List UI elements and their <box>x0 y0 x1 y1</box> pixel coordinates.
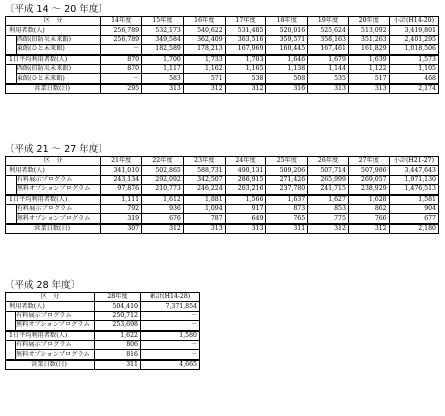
table-cell: 295 <box>101 84 142 94</box>
sub-row <box>6 175 439 184</box>
sub-row <box>6 204 439 213</box>
table-cell: 363,516 <box>225 35 266 44</box>
table-cell: 241,715 <box>308 185 349 195</box>
row-label: 東館(ひと未来館) <box>16 45 101 55</box>
column-header: 20年度 <box>348 17 389 26</box>
table-cell: 588,731 <box>183 166 225 175</box>
table-cell: 256,789 <box>101 35 142 44</box>
table-cell: 3,447,643 <box>389 166 438 175</box>
table-cell: 936 <box>142 204 184 213</box>
table-cell: 1,700 <box>142 55 184 65</box>
table-cell: 256,789 <box>101 26 142 35</box>
table-cell: 311 <box>266 224 308 234</box>
sub-row <box>6 185 439 195</box>
table-cell: 1,622 <box>95 331 141 341</box>
table-cell: 203,216 <box>225 185 266 195</box>
table-cell: 787 <box>183 214 225 224</box>
column-header: 14年度 <box>101 17 142 26</box>
sub-row <box>6 74 439 84</box>
table-cell: 513,092 <box>348 26 389 35</box>
table-cell: 1,144 <box>308 64 349 73</box>
table-cell: 502,865 <box>142 166 184 175</box>
table-cell: 313 <box>308 84 349 94</box>
table-cell: 253,698 <box>95 321 141 331</box>
table-cell: 490,131 <box>225 166 266 175</box>
table-cell: 531,485 <box>225 26 266 35</box>
table-cell: 2,174 <box>389 84 438 94</box>
indent-cell <box>6 74 17 84</box>
table-cell: 792 <box>101 204 142 213</box>
table-cell: 238,929 <box>348 185 389 195</box>
column-header: 27年度 <box>348 157 389 166</box>
table-cell: 250,712 <box>95 311 141 320</box>
table-cell: 1,573 <box>389 55 438 65</box>
table-cell: 313 <box>142 84 184 94</box>
table-cell: 312 <box>142 224 184 234</box>
table-cell: 816 <box>95 350 141 360</box>
section-title: 〔平成 14 ～ 20 年度〕 <box>5 4 108 15</box>
table-cell: 538 <box>225 74 266 84</box>
table-cell: 1,679 <box>308 55 349 65</box>
indent-cell <box>6 45 17 55</box>
table-cell: 1,639 <box>348 55 389 65</box>
table-cell: 2,180 <box>389 224 438 234</box>
column-header: 16年度 <box>183 17 225 26</box>
indent-cell <box>6 321 16 331</box>
section-title: 〔平成 21 ～ 27 年度〕 <box>5 144 108 155</box>
table-cell: 312 <box>225 84 266 94</box>
table-cell: 1,637 <box>266 195 308 205</box>
table-cell: 806 <box>95 340 141 349</box>
table-cell: 765 <box>266 214 308 224</box>
indent-cell <box>6 350 16 360</box>
row-label: 無料オプションプログラム <box>16 214 101 224</box>
table-cell: 508 <box>266 74 308 84</box>
column-header: 23年度 <box>183 157 225 166</box>
sub-row <box>6 214 439 224</box>
row-label: 有料展示プログラム <box>16 311 95 320</box>
main-row <box>6 55 439 65</box>
table-cell: 535 <box>308 74 349 84</box>
row-label: 1日平均利用者数(人) <box>6 195 101 205</box>
table-cell: 1,117 <box>142 64 184 73</box>
main-row <box>6 166 439 175</box>
table-cell: 7,371,854 <box>141 302 200 311</box>
table-cell: 312 <box>183 84 225 94</box>
table-cell: 1,111 <box>101 195 142 205</box>
row-label: 有料展示プログラム <box>16 204 101 213</box>
table-cell: 583 <box>142 74 184 84</box>
main-row <box>6 84 439 94</box>
table-cell: 1,566 <box>225 195 266 205</box>
table-cell: 540,622 <box>183 26 225 35</box>
table-cell: 292,092 <box>142 175 184 184</box>
column-header: 28年度 <box>95 293 141 302</box>
table-cell: 904 <box>389 204 438 213</box>
table-cell: 1,138 <box>266 64 308 73</box>
table-cell: 1,165 <box>225 64 266 73</box>
column-header: 15年度 <box>142 17 184 26</box>
table-cell: 362,409 <box>183 35 225 44</box>
table-cell: 1,476,513 <box>389 185 438 195</box>
table-cell: － <box>141 321 200 331</box>
table-cell: 1,646 <box>266 55 308 65</box>
indent-cell <box>6 185 17 195</box>
table-cell: 1,580 <box>141 331 200 341</box>
column-header-category: 区 分 <box>6 157 101 166</box>
table-cell: 862 <box>348 204 389 213</box>
table-cell: 316 <box>266 84 308 94</box>
column-header: 17年度 <box>225 17 266 26</box>
table-cell: 504,410 <box>95 302 141 311</box>
row-label: 1日平均利用者数(人) <box>6 331 95 341</box>
table-cell: 160,445 <box>266 45 308 55</box>
main-row <box>6 360 200 370</box>
table-cell: 313 <box>183 224 225 234</box>
table-cell: 4,665 <box>141 360 200 370</box>
sub-row <box>6 340 200 349</box>
table-cell: 1,581 <box>389 195 438 205</box>
table-cell: 507,714 <box>308 166 349 175</box>
section-title: 〔平成 28 年度〕 <box>5 280 81 291</box>
row-label: 無料オプションプログラム <box>16 350 95 360</box>
sub-row <box>6 45 439 55</box>
table-cell: 870 <box>101 55 142 65</box>
table-cell: 312 <box>308 224 349 234</box>
table-cell: 468 <box>389 74 438 84</box>
table-cell: 649 <box>225 214 266 224</box>
stats-table-h21-27 <box>5 156 439 234</box>
table-cell: 1,628 <box>348 195 389 205</box>
table-cell: 2,401,295 <box>389 35 438 44</box>
table-cell: 1,627 <box>308 195 349 205</box>
row-label: 営業日数(日) <box>6 360 95 370</box>
stats-table-h28 <box>5 292 200 370</box>
table-cell: 1,703 <box>225 55 266 65</box>
section-h28 <box>5 279 200 370</box>
table-cell: 766 <box>348 214 389 224</box>
header-row <box>6 157 439 166</box>
column-header: 21年度 <box>101 157 142 166</box>
row-label: 営業日数(日) <box>6 84 101 94</box>
indent-cell <box>6 214 17 224</box>
table-cell: 265,999 <box>308 175 349 184</box>
row-label: 有料展示プログラム <box>16 175 101 184</box>
main-row <box>6 195 439 205</box>
table-cell: 1,094 <box>183 204 225 213</box>
table-cell: 1,162 <box>183 64 225 73</box>
table-cell: 571 <box>183 74 225 84</box>
table-cell: 870 <box>101 64 142 73</box>
table-cell: 167,461 <box>308 45 349 55</box>
indent-cell <box>6 64 17 73</box>
table-cell: 313 <box>348 84 389 94</box>
table-cell: 313 <box>225 224 266 234</box>
table-cell: 775 <box>308 214 349 224</box>
column-header: 22年度 <box>142 157 184 166</box>
indent-cell <box>6 340 16 349</box>
row-label: 営業日数(日) <box>6 224 101 234</box>
stats-table-h14-20 <box>5 16 439 94</box>
table-cell: 351,263 <box>348 35 389 44</box>
table-cell: 341,010 <box>101 166 142 175</box>
column-header-category: 区 分 <box>6 17 101 26</box>
main-row <box>6 302 200 311</box>
column-header: 小計(H14-20) <box>389 17 438 26</box>
header-row <box>6 293 200 302</box>
table-cell: － <box>101 45 142 55</box>
sub-row <box>6 64 439 73</box>
column-header: 18年度 <box>266 17 308 26</box>
row-label: 利用者数(人) <box>6 302 95 311</box>
sub-row <box>6 35 439 44</box>
table-cell: － <box>141 340 200 349</box>
table-cell: 917 <box>225 204 266 213</box>
table-cell: 3,419,801 <box>389 26 438 35</box>
table-cell: 161,829 <box>348 45 389 55</box>
row-label: 利用者数(人) <box>6 26 101 35</box>
table-cell: 210,773 <box>142 185 184 195</box>
table-cell: 286,915 <box>225 175 266 184</box>
table-cell: 1,733 <box>183 55 225 65</box>
table-cell: 873 <box>266 204 308 213</box>
row-label: 利用者数(人) <box>6 166 101 175</box>
table-cell: 237,780 <box>266 185 308 195</box>
table-cell: 509,206 <box>266 166 308 175</box>
row-label: 1日平均利用者数(人) <box>6 55 101 65</box>
table-cell: 307 <box>101 224 142 234</box>
sub-row <box>6 311 200 320</box>
table-cell: 507,986 <box>348 166 389 175</box>
table-cell: 853 <box>308 204 349 213</box>
column-header: 累計(H14-28) <box>141 293 200 302</box>
column-header: 小計(H21-27) <box>389 157 438 166</box>
table-cell: 358,163 <box>308 35 349 44</box>
table-cell: 246,224 <box>183 185 225 195</box>
table-cell: 676 <box>142 214 184 224</box>
table-cell: 532,173 <box>142 26 184 35</box>
header-row <box>6 17 439 26</box>
table-cell: 1,612 <box>142 195 184 205</box>
main-row <box>6 331 200 341</box>
table-cell: 319 <box>101 214 142 224</box>
indent-cell <box>6 175 17 184</box>
row-label: 有料展示プログラム <box>16 340 95 349</box>
column-header: 25年度 <box>266 157 308 166</box>
row-label: 西館(旧防災未来館) <box>16 64 101 73</box>
table-cell: － <box>101 74 142 84</box>
table-cell: 97,876 <box>101 185 142 195</box>
table-cell: 312 <box>348 224 389 234</box>
column-header: 19年度 <box>308 17 349 26</box>
table-cell: 1,881 <box>183 195 225 205</box>
row-label: 西館(旧防災未来館) <box>16 35 101 44</box>
table-cell: 1,971,130 <box>389 175 438 184</box>
table-cell: 1,122 <box>348 64 389 73</box>
table-cell: 520,016 <box>266 26 308 35</box>
table-cell: 243,134 <box>101 175 142 184</box>
column-header: 24年度 <box>225 157 266 166</box>
row-label: 東館(ひと未来館) <box>16 74 101 84</box>
table-cell: 178,213 <box>183 45 225 55</box>
table-cell: 342,507 <box>183 175 225 184</box>
table-cell: 311 <box>95 360 141 370</box>
table-cell: － <box>141 311 200 320</box>
sub-row <box>6 350 200 360</box>
main-row <box>6 26 439 35</box>
row-label: 無料オプションプログラム <box>16 321 95 331</box>
table-cell: 517 <box>348 74 389 84</box>
main-row <box>6 224 439 234</box>
section-h21-27 <box>5 143 439 234</box>
table-cell: 1,018,506 <box>389 45 438 55</box>
section-h14-20 <box>5 3 439 94</box>
table-cell: 269,057 <box>348 175 389 184</box>
table-cell: 677 <box>389 214 438 224</box>
column-header: 26年度 <box>308 157 349 166</box>
table-cell: 359,571 <box>266 35 308 44</box>
table-cell: 1,105 <box>389 64 438 73</box>
table-cell: － <box>141 350 200 360</box>
column-header-category: 区 分 <box>6 293 95 302</box>
row-label: 無料オプションプログラム <box>16 185 101 195</box>
indent-cell <box>6 204 17 213</box>
table-cell: 525,624 <box>308 26 349 35</box>
indent-cell <box>6 311 16 320</box>
table-cell: 271,426 <box>266 175 308 184</box>
sub-row <box>6 321 200 331</box>
table-cell: 182,589 <box>142 45 184 55</box>
table-cell: 167,969 <box>225 45 266 55</box>
indent-cell <box>6 35 17 44</box>
table-cell: 349,584 <box>142 35 184 44</box>
